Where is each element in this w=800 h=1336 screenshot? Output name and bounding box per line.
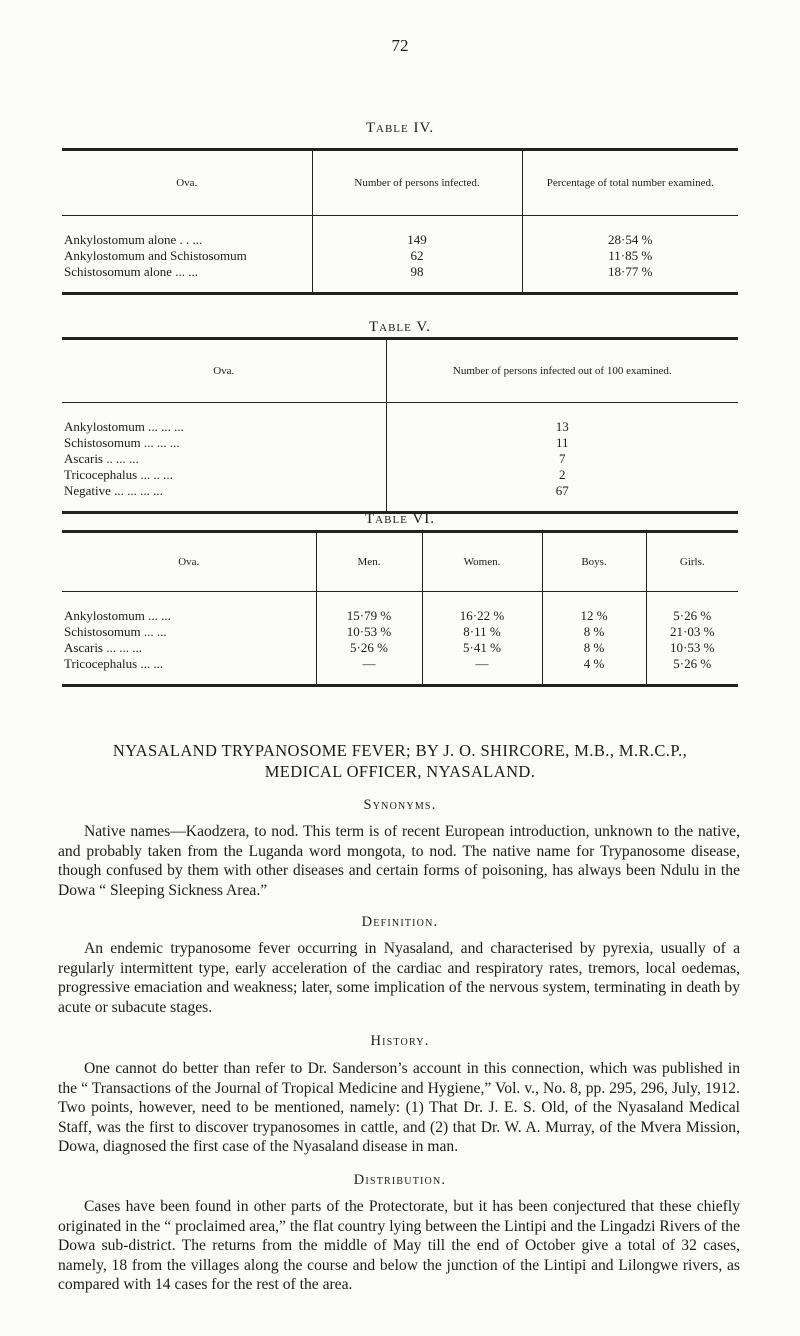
- table-4-count-cell: 149: [407, 232, 427, 247]
- synonyms-heading: Synonyms.: [363, 797, 437, 813]
- table-6-men-cell: 10·53 %: [346, 624, 392, 639]
- table-6-boys-cell: 8 %: [583, 624, 605, 639]
- table-5-ova-cell: Ankylostomum ... ... ...: [64, 419, 184, 434]
- distribution-heading: Distribution.: [353, 1172, 447, 1188]
- table-5-count-cell: 67: [555, 483, 569, 498]
- table-6-header-ova: Ova.: [62, 532, 316, 592]
- table-5: [62, 337, 738, 514]
- table-5-ova-cell: Negative ... ... ... ...: [64, 483, 163, 498]
- table-5-header-infected: Number of persons infected out of 100 examined.: [386, 339, 738, 403]
- definition-heading: Definition.: [361, 914, 439, 930]
- history-paragraph: One cannot do better than refer to Dr. Sanderson’s account in this connection, which was published in the “ Transactions of the Journal of Tropical Medicine and Hygiene,” Vol. v., No. 8, pp. 295, 296, July, 1912. Two points, however, need to be mentioned, namely: (1) That Dr. J. E. S. Old, of the Nyasaland Medical Staff, was the first to discover trypanosomes in cattle, and (2) that Dr. W. A. Murray, of the Mvera Mission, Dowa, diagnosed the first case of the Nyasaland disease in man.: [58, 1060, 740, 1155]
- page-number: 72: [391, 36, 409, 55]
- table-6-men-cell: 15·79 %: [346, 608, 392, 623]
- table-4-ova-cell: Schistosomum alone ... ...: [64, 264, 198, 279]
- table-6-title: Table VI.: [365, 511, 435, 527]
- table-4-header-ova: Ova.: [62, 150, 312, 216]
- table-6-ova-cell: Schistosomum ... ...: [64, 624, 167, 639]
- definition-paragraph: An endemic trypanosome fever occurring in Nyasaland, and characterised by pyrexia, usually of a regularly intermittent type, early acceleration of the cardiac and respiratory rates, tremors, local oedemas, progressive emaciation and weakness; later, some implication of the nervous system, terminating in death by acute or subacute stages.: [58, 940, 740, 1016]
- table-4: [62, 148, 738, 295]
- table-6-girls-cell: 10·53 %: [670, 640, 715, 655]
- table-6-header-girls: Girls.: [646, 532, 738, 592]
- table-4-percentage-cell: 11·85 %: [608, 248, 653, 263]
- distribution-paragraph: Cases have been found in other parts of the Protectorate, but it has been conjectured that these chiefly originated in the “ proclaimed area,” the flat country lying between the Lintipi and the Lingadzi Rivers of the Dowa sub-district. The returns from the middle of May till the end of October give a total of 32 cases, namely, 18 from the villages along the course and below the junction of the Lintipi and Lilongwe rivers, as compared with 14 cases for the rest of the area.: [58, 1198, 740, 1293]
- table-6-ova-cell: Tricocephalus ... ...: [64, 656, 164, 671]
- table-5-title: Table V.: [368, 319, 431, 335]
- table-4-header-infected: Number of persons infected.: [312, 150, 522, 216]
- table-6-women-cell: 5·41 %: [463, 640, 501, 655]
- table-5-count-cell: 2: [559, 467, 566, 482]
- table-4-header-percentage: Percentage of total number examined.: [522, 150, 738, 216]
- table-6-boys-cell: 12 %: [580, 608, 608, 623]
- table-4-count-cell: 98: [410, 264, 424, 279]
- synonyms-paragraph: Native names—Kaodzera, to nod. This term is of recent European introduction, unknown to the native, and probably taken from the Luganda word mongota, to nod. The native name for Trypanosome disease, though confused by them with other diseases and certain forms of poisoning, has always been Ndulu in the Dowa “ Sleeping Sickness Area.”: [58, 823, 740, 899]
- table-6-boys-cell: 8 %: [583, 640, 605, 655]
- table-4-count-cell: 62: [410, 248, 424, 263]
- table-6-girls-cell: 5·26 %: [673, 656, 712, 671]
- table-5-header-ova: Ova.: [62, 339, 386, 403]
- table-5-ova-cell: Tricocephalus ... .. ...: [64, 467, 173, 482]
- table-4-ova-cell: Ankylostomum and Schistosomum: [64, 248, 247, 263]
- table-6-women-cell: 16·22 %: [459, 608, 505, 623]
- table-5-count-cell: 13: [555, 419, 569, 434]
- table-4-percentage-cell: 18·77 %: [608, 264, 653, 279]
- table-6-header-boys: Boys.: [542, 532, 646, 592]
- table-4-ova-cell: Ankylostomum alone . . ...: [64, 232, 203, 247]
- article-title-line-1: NYASALAND TRYPANOSOME FEVER; BY J. O. SHIRCORE, M.B., M.R.C.P.,: [112, 741, 688, 760]
- table-6-boys-cell: 4 %: [583, 656, 605, 671]
- table-6-header-women: Women.: [422, 532, 542, 592]
- table-5-count-cell: 7: [559, 451, 566, 466]
- table-6-girls-cell: 5·26 %: [673, 608, 712, 623]
- table-5-ova-cell: Schistosomum ... ... ...: [64, 435, 180, 450]
- article-title-line-2: MEDICAL OFFICER, NYASALAND.: [264, 762, 536, 781]
- table-6-header-men: Men.: [316, 532, 422, 592]
- table-6-women-cell: 8·11 %: [463, 624, 501, 639]
- table-5-count-cell: 11: [555, 435, 569, 450]
- article-title: [0, 740, 800, 782]
- table-6: [62, 530, 738, 687]
- table-6-ova-cell: Ankylostomum ... ...: [64, 608, 171, 623]
- table-6-women-cell: —: [475, 656, 489, 671]
- table-6-men-cell: —: [362, 656, 376, 671]
- table-6-ova-cell: Ascaris ... ... ...: [64, 640, 142, 655]
- table-6-girls-cell: 21·03 %: [670, 624, 715, 639]
- table-6-men-cell: 5·26 %: [350, 640, 388, 655]
- table-5-ova-cell: Ascaris .. ... ...: [64, 451, 139, 466]
- history-heading: History.: [370, 1033, 430, 1049]
- table-4-percentage-cell: 28·54 %: [608, 232, 653, 247]
- table-4-title: Table IV.: [365, 120, 435, 136]
